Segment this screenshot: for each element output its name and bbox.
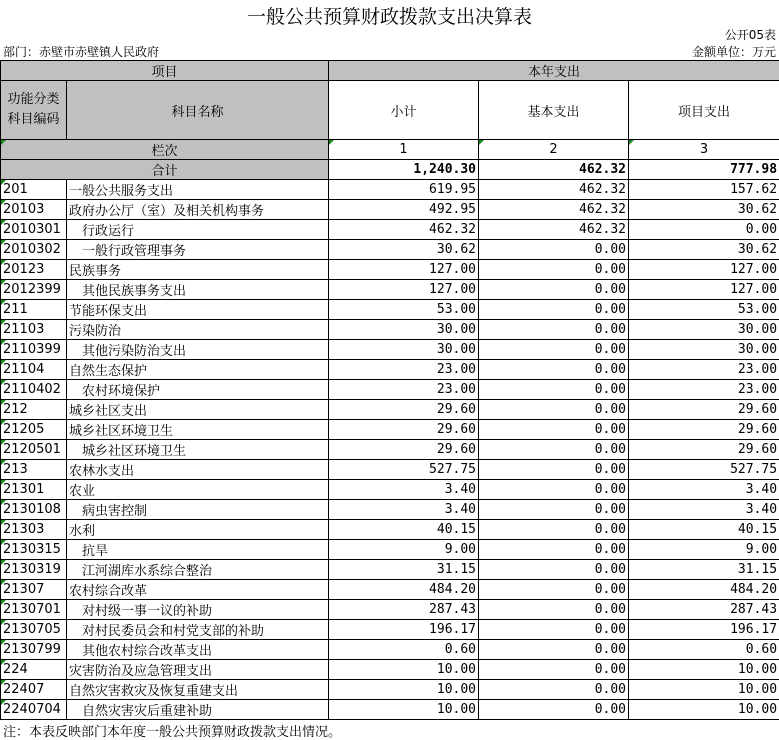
row-code: 213 xyxy=(1,460,67,480)
row-code: 21104 xyxy=(1,360,67,380)
row-subtotal: 127.00 xyxy=(329,260,479,280)
row-project: 30.00 xyxy=(629,320,779,340)
row-basic: 462.32 xyxy=(479,180,629,200)
table-row xyxy=(1,480,779,500)
header-func-code: 功能分类科目编码 xyxy=(1,81,67,140)
row-subtotal: 23.00 xyxy=(329,380,479,400)
row-subtotal: 10.00 xyxy=(329,660,479,680)
row-project: 40.15 xyxy=(629,520,779,540)
row-code: 2130701 xyxy=(1,600,67,620)
row-project: 30.00 xyxy=(629,340,779,360)
table-row xyxy=(1,620,779,640)
row-subtotal: 23.00 xyxy=(329,360,479,380)
header-subject-name: 科目名称 xyxy=(67,81,329,140)
row-name: 政府办公厅（室）及相关机构事务 xyxy=(67,200,329,220)
row-project: 30.62 xyxy=(629,200,779,220)
row-code: 22407 xyxy=(1,680,67,700)
row-name: 自然生态保护 xyxy=(67,360,329,380)
row-name: 一般公共服务支出 xyxy=(67,180,329,200)
row-basic: 0.00 xyxy=(479,360,629,380)
row-subtotal: 196.17 xyxy=(329,620,479,640)
table-body xyxy=(1,180,779,720)
page-title: 一般公共预算财政拨款支出决算表 xyxy=(0,0,779,34)
row-project: 29.60 xyxy=(629,440,779,460)
row-subtotal: 53.00 xyxy=(329,300,479,320)
row-subtotal: 29.60 xyxy=(329,400,479,420)
row-basic: 0.00 xyxy=(479,340,629,360)
table-row xyxy=(1,520,779,540)
row-project: 30.62 xyxy=(629,240,779,260)
table-row xyxy=(1,180,779,200)
row-project: 287.43 xyxy=(629,600,779,620)
row-basic: 0.00 xyxy=(479,420,629,440)
total-project: 777.98 xyxy=(629,160,779,180)
row-code: 2130705 xyxy=(1,620,67,640)
row-code: 224 xyxy=(1,660,67,680)
row-code: 212 xyxy=(1,400,67,420)
row-basic: 0.00 xyxy=(479,500,629,520)
row-basic: 0.00 xyxy=(479,700,629,720)
table-row xyxy=(1,660,779,680)
row-code: 20103 xyxy=(1,200,67,220)
row-name: 其他污染防治支出 xyxy=(67,340,329,360)
row-name: 污染防治 xyxy=(67,320,329,340)
table-row xyxy=(1,640,779,660)
row-project: 3.40 xyxy=(629,480,779,500)
department-label: 部门：赤壁市赤壁镇人民政府 xyxy=(3,43,159,60)
row-code: 2240704 xyxy=(1,700,67,720)
row-project: 23.00 xyxy=(629,360,779,380)
row-subtotal: 287.43 xyxy=(329,600,479,620)
table-row xyxy=(1,420,779,440)
header-col2: 2 xyxy=(479,140,629,160)
row-name: 对村民委员会和村党支部的补助 xyxy=(67,620,329,640)
row-name: 农村综合改革 xyxy=(67,580,329,600)
row-name: 农业 xyxy=(67,480,329,500)
row-code: 21303 xyxy=(1,520,67,540)
row-project: 127.00 xyxy=(629,260,779,280)
row-subtotal: 10.00 xyxy=(329,680,479,700)
footnote: 注：本表反映部门本年度一般公共预算财政拨款支出情况。 xyxy=(3,721,341,740)
row-subtotal: 3.40 xyxy=(329,480,479,500)
row-project: 0.00 xyxy=(629,220,779,240)
table-row xyxy=(1,560,779,580)
row-name: 民族事务 xyxy=(67,260,329,280)
row-basic: 0.00 xyxy=(479,460,629,480)
row-project: 9.00 xyxy=(629,540,779,560)
row-subtotal: 29.60 xyxy=(329,420,479,440)
row-code: 21205 xyxy=(1,420,67,440)
row-code: 2120501 xyxy=(1,440,67,460)
row-name: 自然灾害灾后重建补助 xyxy=(67,700,329,720)
row-name: 病虫害控制 xyxy=(67,500,329,520)
row-subtotal: 40.15 xyxy=(329,520,479,540)
row-basic: 0.00 xyxy=(479,580,629,600)
row-basic: 0.00 xyxy=(479,400,629,420)
row-name: 其他农村综合改革支出 xyxy=(67,640,329,660)
row-subtotal: 29.60 xyxy=(329,440,479,460)
row-project: 53.00 xyxy=(629,300,779,320)
row-subtotal: 492.95 xyxy=(329,200,479,220)
row-name: 农林水支出 xyxy=(67,460,329,480)
row-name: 江河湖库水系综合整治 xyxy=(67,560,329,580)
row-basic: 462.32 xyxy=(479,220,629,240)
row-code: 2130319 xyxy=(1,560,67,580)
table-row xyxy=(1,320,779,340)
row-subtotal: 3.40 xyxy=(329,500,479,520)
row-basic: 0.00 xyxy=(479,440,629,460)
table-row xyxy=(1,200,779,220)
row-subtotal: 527.75 xyxy=(329,460,479,480)
table-row xyxy=(1,580,779,600)
header-basic: 基本支出 xyxy=(479,81,629,140)
row-basic: 0.00 xyxy=(479,600,629,620)
table-row xyxy=(1,220,779,240)
row-project: 31.15 xyxy=(629,560,779,580)
row-basic: 0.00 xyxy=(479,280,629,300)
row-basic: 462.32 xyxy=(479,200,629,220)
row-subtotal: 9.00 xyxy=(329,540,479,560)
row-subtotal: 10.00 xyxy=(329,700,479,720)
row-name: 农村环境保护 xyxy=(67,380,329,400)
row-basic: 0.00 xyxy=(479,320,629,340)
row-basic: 0.00 xyxy=(479,240,629,260)
header-project: 项目支出 xyxy=(629,81,779,140)
row-code: 2010302 xyxy=(1,240,67,260)
row-project: 157.62 xyxy=(629,180,779,200)
table-row xyxy=(1,460,779,480)
unit-label: 金额单位：万元 xyxy=(692,43,776,60)
row-project: 23.00 xyxy=(629,380,779,400)
row-basic: 0.00 xyxy=(479,680,629,700)
row-basic: 0.00 xyxy=(479,640,629,660)
header-item: 项目 xyxy=(1,61,329,81)
row-project: 127.00 xyxy=(629,280,779,300)
table-row xyxy=(1,300,779,320)
table-row xyxy=(1,540,779,560)
row-basic: 0.00 xyxy=(479,380,629,400)
expenditure-table xyxy=(0,60,779,720)
row-project: 3.40 xyxy=(629,500,779,520)
row-basic: 0.00 xyxy=(479,660,629,680)
row-project: 10.00 xyxy=(629,700,779,720)
row-name: 行政运行 xyxy=(67,220,329,240)
total-basic: 462.32 xyxy=(479,160,629,180)
table-row xyxy=(1,400,779,420)
row-project: 196.17 xyxy=(629,620,779,640)
row-name: 节能环保支出 xyxy=(67,300,329,320)
header-col3: 3 xyxy=(629,140,779,160)
header-subtotal: 小计 xyxy=(329,81,479,140)
row-code: 21301 xyxy=(1,480,67,500)
row-subtotal: 0.60 xyxy=(329,640,479,660)
header-col1: 1 xyxy=(329,140,479,160)
row-project: 29.60 xyxy=(629,400,779,420)
row-basic: 0.00 xyxy=(479,560,629,580)
row-name: 城乡社区支出 xyxy=(67,400,329,420)
table-row xyxy=(1,360,779,380)
row-code: 211 xyxy=(1,300,67,320)
row-subtotal: 30.00 xyxy=(329,340,479,360)
row-name: 一般行政管理事务 xyxy=(67,240,329,260)
row-code: 2012399 xyxy=(1,280,67,300)
table-row xyxy=(1,680,779,700)
table-row xyxy=(1,240,779,260)
form-number: 公开05表 xyxy=(725,26,776,43)
row-basic: 0.00 xyxy=(479,300,629,320)
row-name: 其他民族事务支出 xyxy=(67,280,329,300)
row-subtotal: 127.00 xyxy=(329,280,479,300)
row-subtotal: 30.62 xyxy=(329,240,479,260)
table-row xyxy=(1,500,779,520)
row-subtotal: 484.20 xyxy=(329,580,479,600)
row-code: 21307 xyxy=(1,580,67,600)
table-row xyxy=(1,600,779,620)
total-label: 合计 xyxy=(1,160,329,180)
row-project: 29.60 xyxy=(629,420,779,440)
row-code: 20123 xyxy=(1,260,67,280)
row-basic: 0.00 xyxy=(479,520,629,540)
row-code: 21103 xyxy=(1,320,67,340)
row-project: 0.60 xyxy=(629,640,779,660)
header-current-year: 本年支出 xyxy=(329,61,779,81)
table-row xyxy=(1,260,779,280)
row-name: 城乡社区环境卫生 xyxy=(67,420,329,440)
header-column-label: 栏次 xyxy=(1,140,329,160)
row-name: 城乡社区环境卫生 xyxy=(67,440,329,460)
table-row xyxy=(1,280,779,300)
table-row xyxy=(1,380,779,400)
row-subtotal: 30.00 xyxy=(329,320,479,340)
row-code: 201 xyxy=(1,180,67,200)
table-row xyxy=(1,440,779,460)
row-basic: 0.00 xyxy=(479,620,629,640)
row-project: 527.75 xyxy=(629,460,779,480)
row-name: 水利 xyxy=(67,520,329,540)
row-project: 10.00 xyxy=(629,680,779,700)
row-subtotal: 462.32 xyxy=(329,220,479,240)
total-subtotal: 1,240.30 xyxy=(329,160,479,180)
row-subtotal: 619.95 xyxy=(329,180,479,200)
row-name: 对村级一事一议的补助 xyxy=(67,600,329,620)
table-row xyxy=(1,340,779,360)
table-row xyxy=(1,700,779,720)
row-subtotal: 31.15 xyxy=(329,560,479,580)
row-basic: 0.00 xyxy=(479,480,629,500)
row-project: 484.20 xyxy=(629,580,779,600)
row-code: 2130799 xyxy=(1,640,67,660)
row-code: 2010301 xyxy=(1,220,67,240)
row-code: 2110402 xyxy=(1,380,67,400)
row-name: 灾害防治及应急管理支出 xyxy=(67,660,329,680)
row-basic: 0.00 xyxy=(479,260,629,280)
row-name: 抗旱 xyxy=(67,540,329,560)
row-project: 10.00 xyxy=(629,660,779,680)
row-code: 2130108 xyxy=(1,500,67,520)
row-basic: 0.00 xyxy=(479,540,629,560)
row-code: 2130315 xyxy=(1,540,67,560)
row-code: 2110399 xyxy=(1,340,67,360)
row-name: 自然灾害救灾及恢复重建支出 xyxy=(67,680,329,700)
